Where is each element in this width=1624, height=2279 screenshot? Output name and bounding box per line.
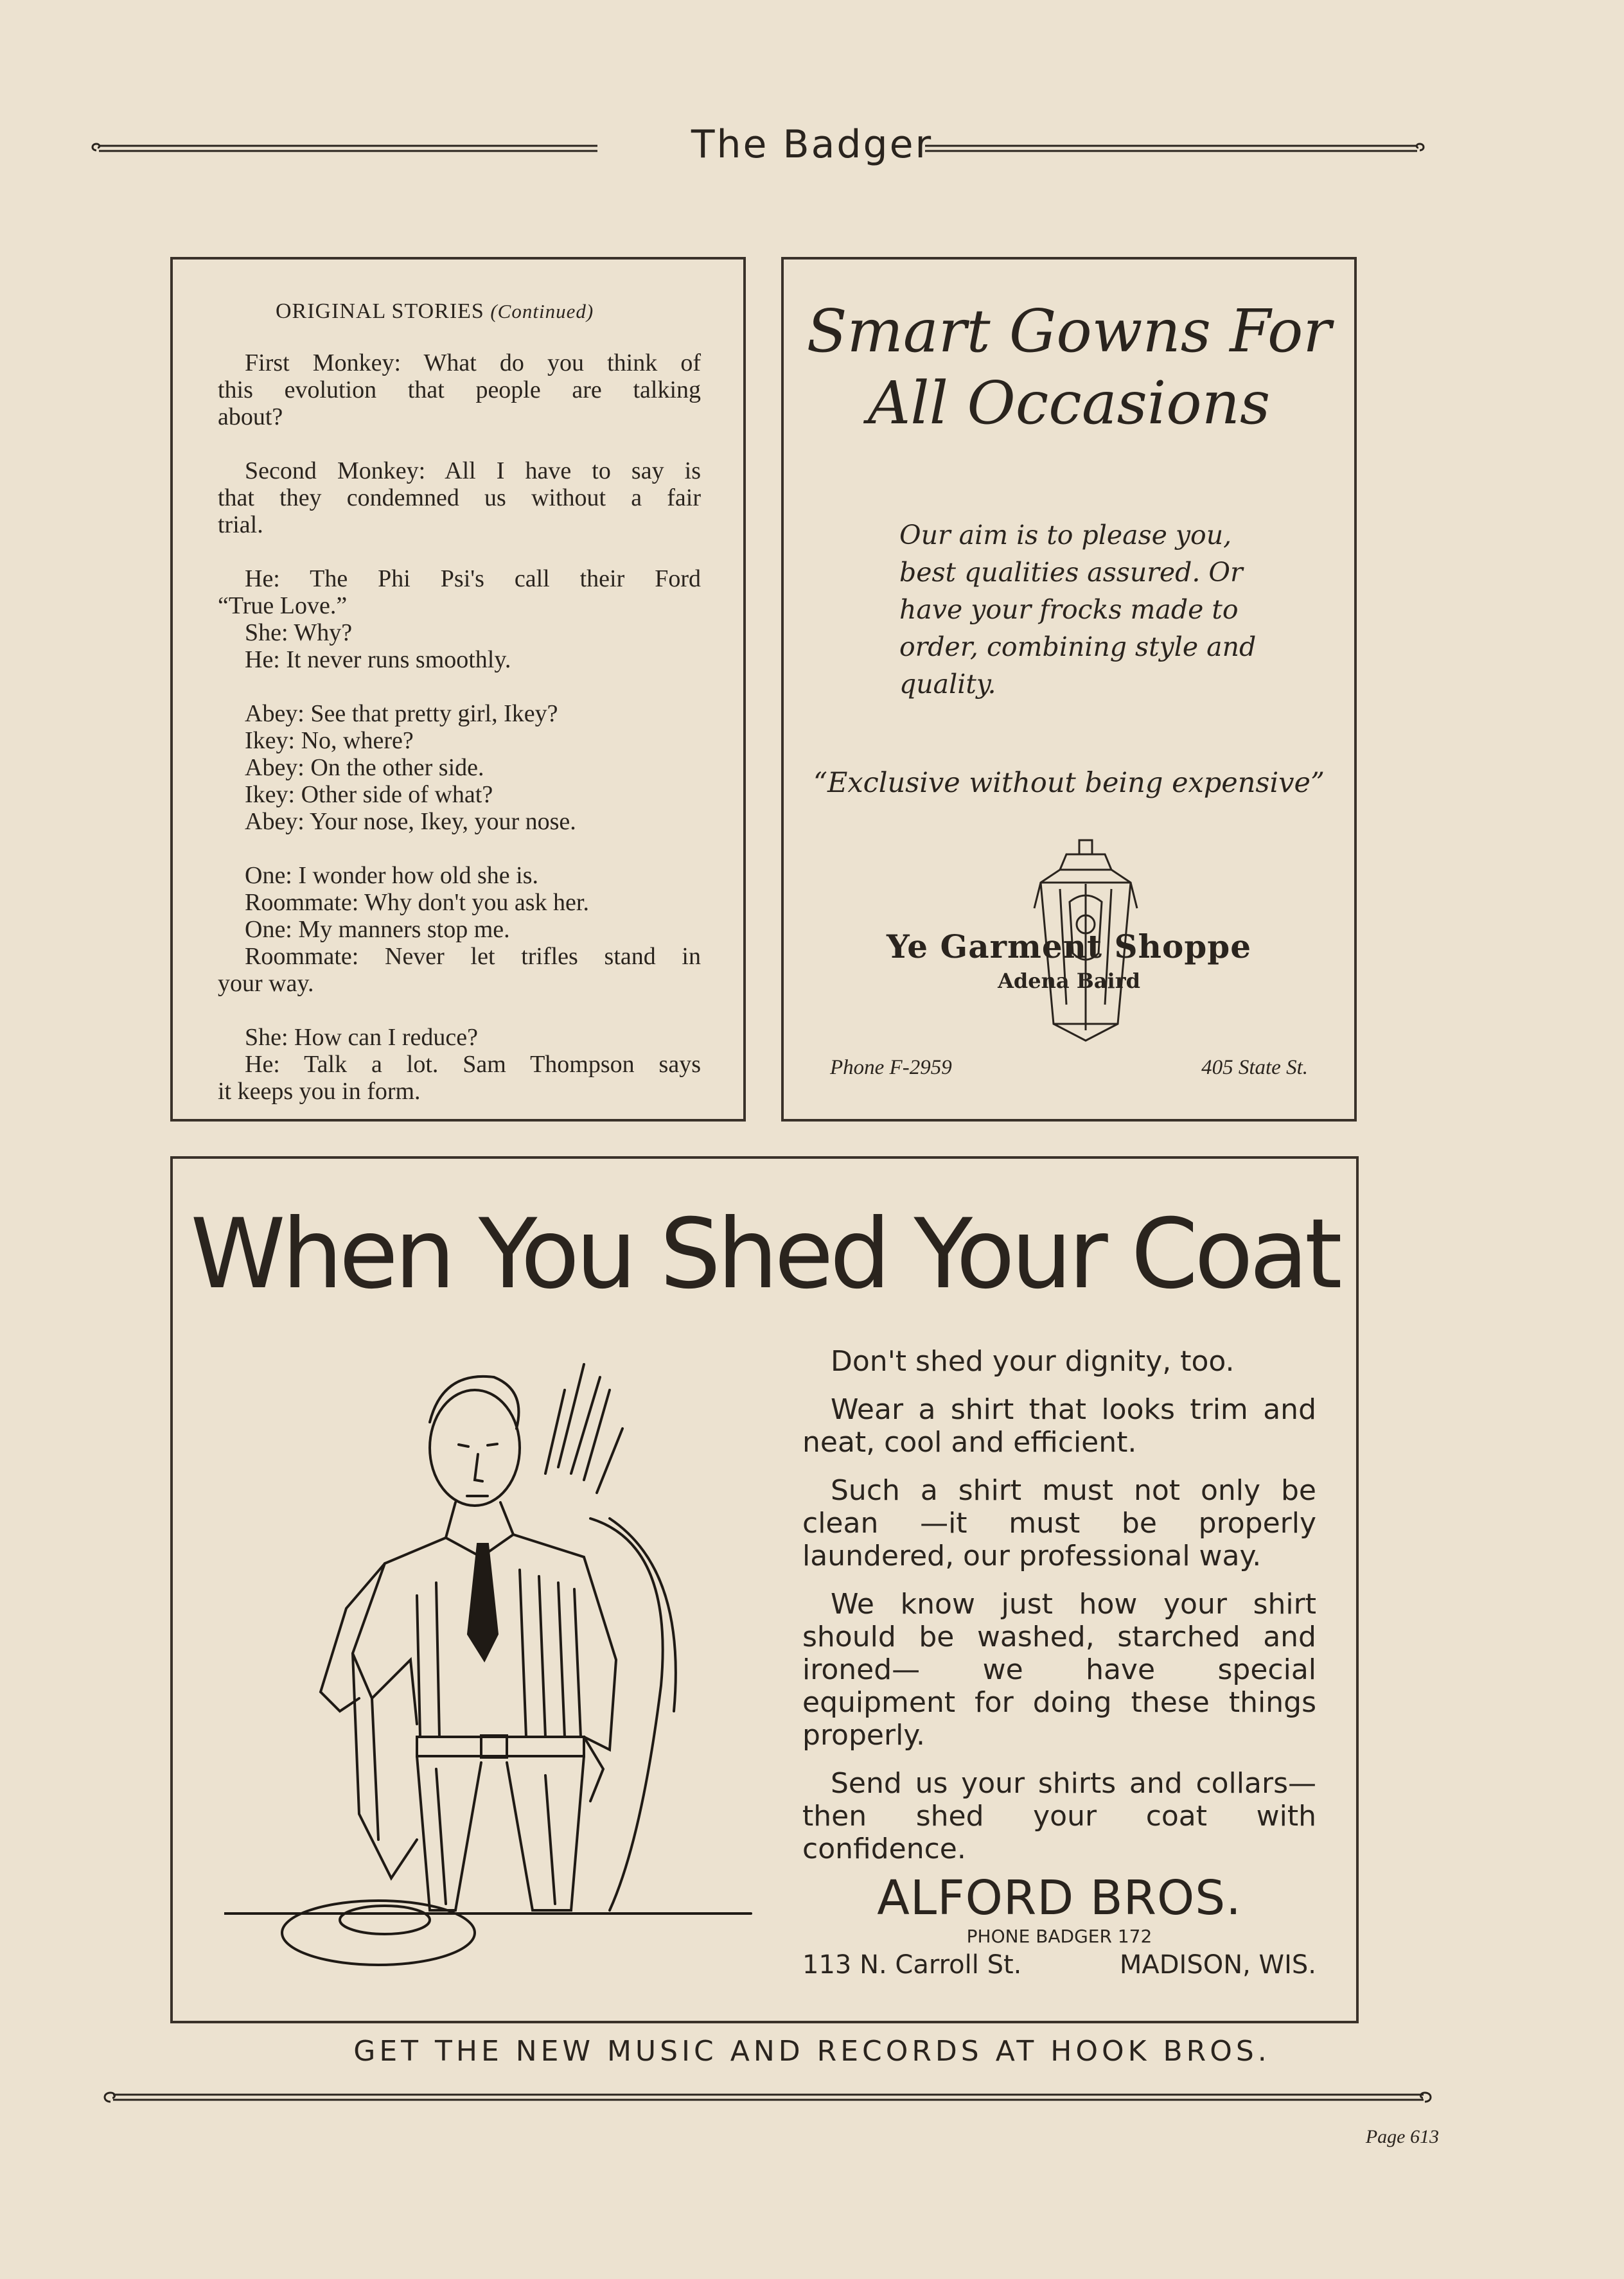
story-paragraph — [218, 862, 701, 997]
gowns-title-line-2: All Occasions — [867, 369, 1271, 437]
shoppe-name: Ye Garment Shoppe — [886, 928, 1252, 965]
story-line: Roommate: Never let trifles stand in — [245, 943, 701, 970]
garment-shoppe-ad — [781, 257, 1357, 1122]
alford-phone: PHONE BADGER 172 — [966, 1926, 1152, 1947]
story-line: Ikey: Other side of what? — [245, 781, 493, 808]
story-line: “True Love.” — [218, 592, 348, 619]
alford-street: 113 N. Carroll St. — [802, 1950, 1022, 1980]
story-line: She: How can I reduce? — [245, 1024, 478, 1051]
story-line: about? — [218, 403, 283, 430]
coat-copy-paragraph: Such a shirt must not only be clean —it must be properly laundered, our professional way. — [802, 1474, 1316, 1572]
story-line: He: The Phi Psi's call their Ford — [245, 565, 701, 592]
coat-copy-paragraph: Send us your shirts and collars— then shed your coat with confidence. — [802, 1767, 1316, 1865]
story-line: One: My manners stop me. — [245, 916, 510, 943]
story-paragraph — [218, 700, 701, 835]
coat-copy-paragraph: Wear a shirt that looks trim and neat, cool and efficient. — [802, 1393, 1316, 1459]
story-line: this evolution that people are talking — [218, 376, 701, 403]
stories-body — [218, 349, 701, 1132]
coat-ad-headline: When You Shed Your Coat — [190, 1199, 1339, 1310]
gowns-ad-title — [784, 295, 1354, 439]
page-header-title: The Badger — [691, 122, 933, 167]
original-stories-panel — [170, 257, 746, 1122]
stories-heading-text: ORIGINAL STORIES — [276, 299, 484, 323]
story-line: First Monkey: What do you think of — [245, 349, 701, 376]
story-paragraph — [218, 1024, 701, 1105]
stories-heading-note: (Continued) — [490, 300, 594, 322]
story-line: Ikey: No, where? — [245, 727, 414, 754]
header-rule-right — [925, 140, 1426, 157]
gowns-body-line: have your frocks made to — [899, 594, 1239, 625]
gowns-body-line: best qualities assured. Or — [899, 557, 1243, 588]
gowns-body-line: Our aim is to please you, — [899, 520, 1232, 550]
gowns-body-line: quality. — [899, 669, 996, 700]
story-line: He: Talk a lot. Sam Thompson says — [245, 1051, 701, 1078]
page-number: Page 613 — [1365, 2126, 1439, 2147]
gowns-ad-body — [899, 516, 1259, 703]
coat-ad-copy — [802, 1345, 1316, 1881]
story-line: One: I wonder how old she is. — [245, 862, 538, 889]
alford-company-name: ALFORD BROS. — [877, 1870, 1242, 1926]
story-line: She: Why? — [245, 619, 353, 646]
shoppe-owner: Adena Baird — [998, 969, 1140, 993]
gowns-phone: Phone F-2959 — [830, 1056, 952, 1079]
story-line: that they condemned us without a fair — [218, 484, 701, 511]
man-with-coat-illustration — [224, 1351, 790, 1994]
footer-rule — [96, 2085, 1439, 2111]
story-line: Abey: Your nose, Ikey, your nose. — [245, 808, 576, 835]
story-line: your way. — [218, 970, 314, 997]
coat-copy-paragraph: Don't shed your dignity, too. — [831, 1345, 1235, 1378]
alford-bros-ad — [170, 1156, 1359, 2023]
story-paragraph — [218, 457, 701, 538]
story-line: trial. — [218, 511, 263, 538]
coat-copy-paragraph: We know just how your shirt should be washed, starched and ironed— we have special equipment for doing these things properly. — [802, 1588, 1316, 1752]
story-line: Abey: See that pretty girl, Ikey? — [245, 700, 558, 727]
story-line: He: It never runs smoothly. — [245, 646, 511, 673]
story-line: it keeps you in form. — [218, 1078, 421, 1105]
gowns-title-line-1: Smart Gowns For — [806, 297, 1332, 365]
story-line: Abey: On the other side. — [245, 754, 484, 781]
gowns-body-line: order, combining style and — [899, 631, 1257, 662]
story-line: Roommate: Why don't you ask her. — [245, 889, 589, 916]
alford-city: MADISON, WIS. — [1119, 1950, 1316, 1980]
gowns-ad-quote: “Exclusive without being expensive” — [813, 767, 1325, 799]
story-paragraph — [218, 349, 701, 430]
hook-bros-music-line: GET THE NEW MUSIC AND RECORDS AT HOOK BROS. — [353, 2035, 1271, 2068]
story-paragraph — [218, 565, 701, 673]
gowns-address: 405 State St. — [1201, 1056, 1308, 1079]
story-line: Second Monkey: All I have to say is — [245, 457, 701, 484]
